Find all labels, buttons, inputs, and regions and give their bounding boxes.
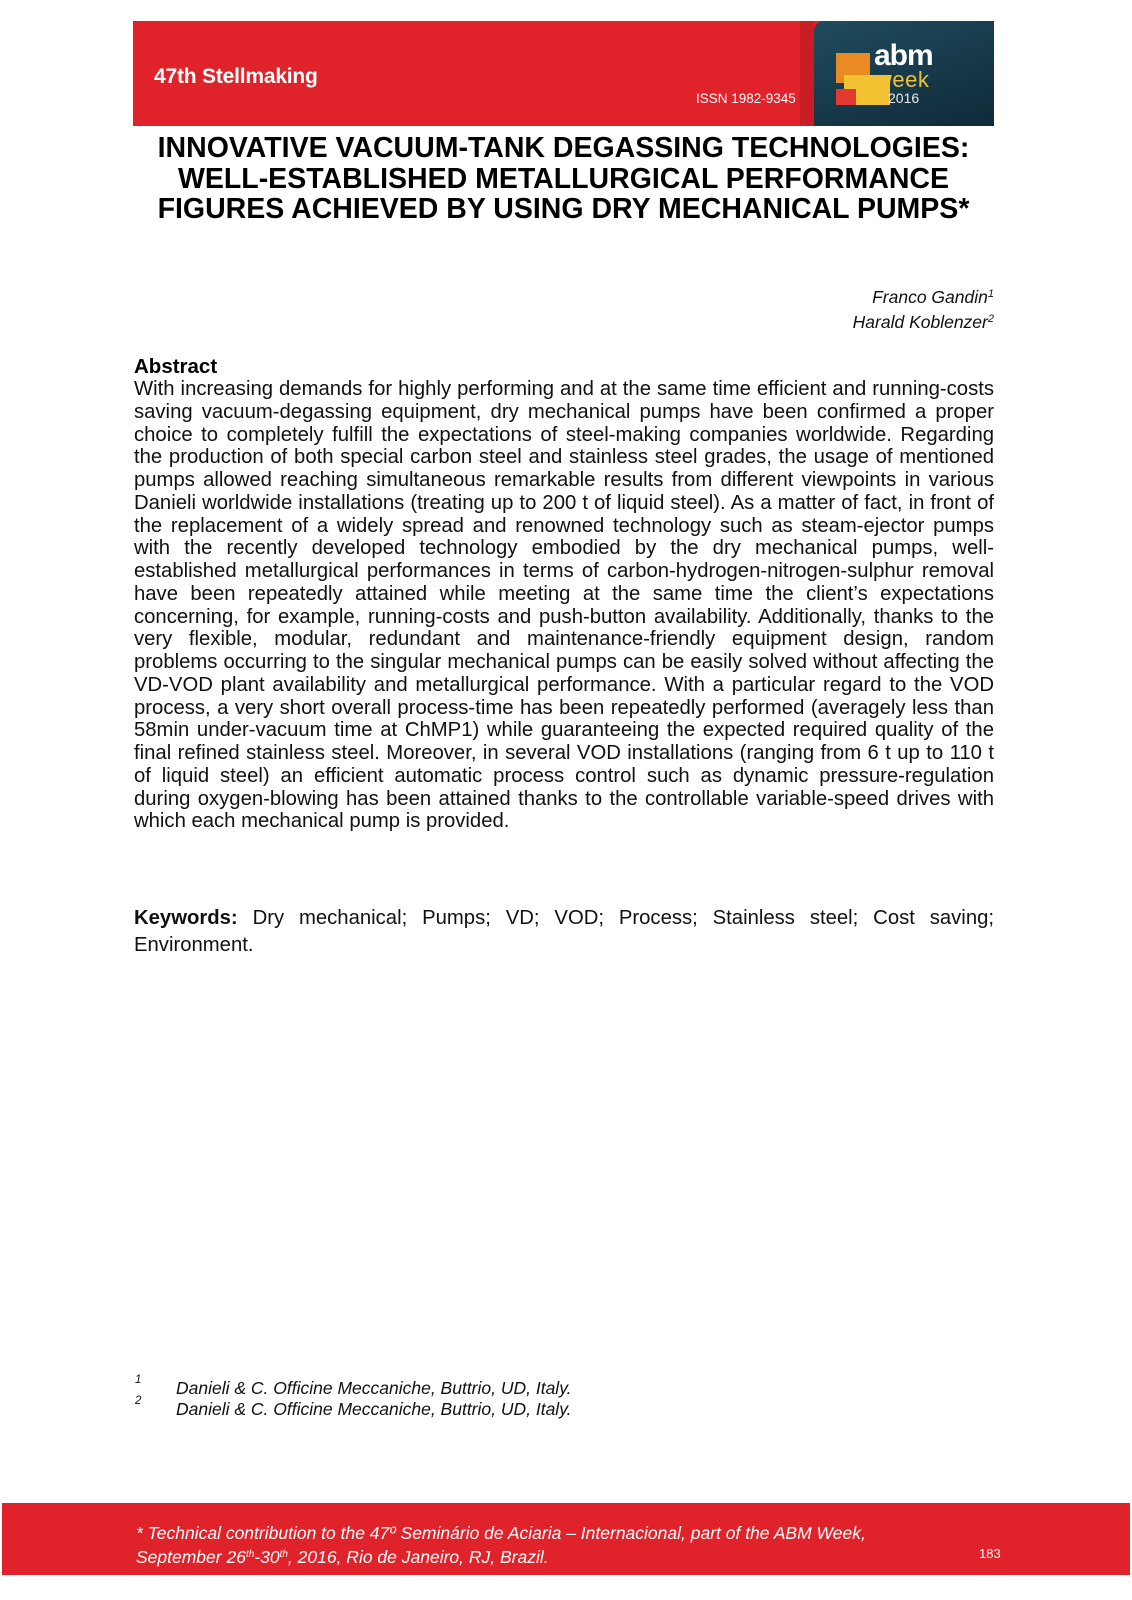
keywords	[134, 905, 994, 959]
footnote-text: Danieli & C. Officine Meccaniche, Buttrio, UD, Italy.	[176, 1378, 572, 1398]
footer-sup: th	[245, 1549, 255, 1560]
footer-note	[136, 1522, 997, 1568]
footnote-number: 1	[135, 1374, 142, 1386]
abm-week-logo-panel	[814, 21, 994, 126]
abstract-heading: Abstract	[134, 355, 218, 378]
footer-location: , 2016, Rio de Janeiro, RJ, Brazil.	[287, 1547, 549, 1567]
logo-block-red	[836, 89, 856, 105]
author-1	[853, 283, 994, 308]
header-banner	[133, 21, 994, 126]
footer-date-start: September 26	[136, 1547, 246, 1567]
author-mark: 1	[987, 288, 994, 300]
abstract-body: With increasing demands for highly performing and at the same time efficient and running-costs saving vacuum-degassing equipment, dry mechanical pumps have been confirmed a proper choice to completely fulfill the expectations of steel-making companies worldwide. Regarding the production of both special carbon steel and stainless steel grades, the usage of mentioned pumps allowed reaching simultaneous remarkable results from different viewpoints in various Danieli worldwide installations (treating up to 200 t of liquid steel). As a matter of fact, in front of the replacement of a widely spread and renowned technology such as steam-ejector pumps with the recently developed technology embodied by the dry mechanical pumps, well-established metallurgical performances in terms of carbon-hydrogen-nitrogen-sulphur removal have been repeatedly attained while meeting at the same time the client’s expectations concerning, for example, running-costs and push-button availability. Additionally, thanks to the very flexible, modular, redundant and maintenance-friendly equipment design, random problems occurring to the singular mechanical pumps can be easily solved without affecting the VD-VOD plant availability and metallurgical performance. With a particular regard to the VOD process, a very short overall process-time has been repeatedly performed (averagely less than 58min under-vacuum time at ChMP1) while guaranteeing the expected required quality of the final refined stainless steel. Moreover, in several VOD installations (ranging from 6 t up to 110 t of liquid steel) an efficient automatic process control such as dynamic pressure-regulation during oxygen-blowing has been attained thanks to the controllable variable-speed drives with which each mechanical pump is provided.	[134, 378, 994, 833]
logo-year-text: 2016	[888, 90, 920, 106]
keywords-text: Dry mechanical; Pumps; VD; VOD; Process; Stainless steel; Cost saving; Environment.	[134, 907, 995, 956]
abm-week-logo	[836, 39, 961, 119]
paper-title: INNOVATIVE VACUUM-TANK DEGASSING TECHNOLOGIES: WELL-ESTABLISHED METALLURGICAL PERFORMANCE FIGURES ACHIEVED BY USING DRY MECHANICAL PUMPS*	[157, 132, 970, 225]
footnote-text: Danieli & C. Officine Meccaniche, Buttrio, UD, Italy.	[176, 1399, 572, 1419]
logo-week-text: week	[876, 67, 930, 92]
conference-name: 47th Stellmaking	[154, 65, 318, 88]
author-2	[853, 308, 994, 333]
footer-banner	[2, 1503, 1130, 1575]
footer-sup: th	[279, 1549, 288, 1560]
logo-abm-text: abm	[874, 39, 933, 72]
author-list	[853, 283, 994, 333]
author-name: Franco Gandin	[872, 287, 988, 307]
page-number: 183	[979, 1546, 1001, 1561]
footer-date-end: -30	[254, 1547, 280, 1567]
keywords-label: Keywords:	[134, 907, 238, 929]
author-mark: 2	[987, 313, 994, 325]
author-name: Harald Koblenzer	[852, 312, 988, 332]
footnote-number: 2	[135, 1395, 142, 1407]
issn-label: ISSN 1982-9345	[696, 91, 796, 106]
footer-line-1: * Technical contribution to the 47º Seminário de Aciaria – Internacional, part of the ABM Week,	[136, 1523, 866, 1543]
